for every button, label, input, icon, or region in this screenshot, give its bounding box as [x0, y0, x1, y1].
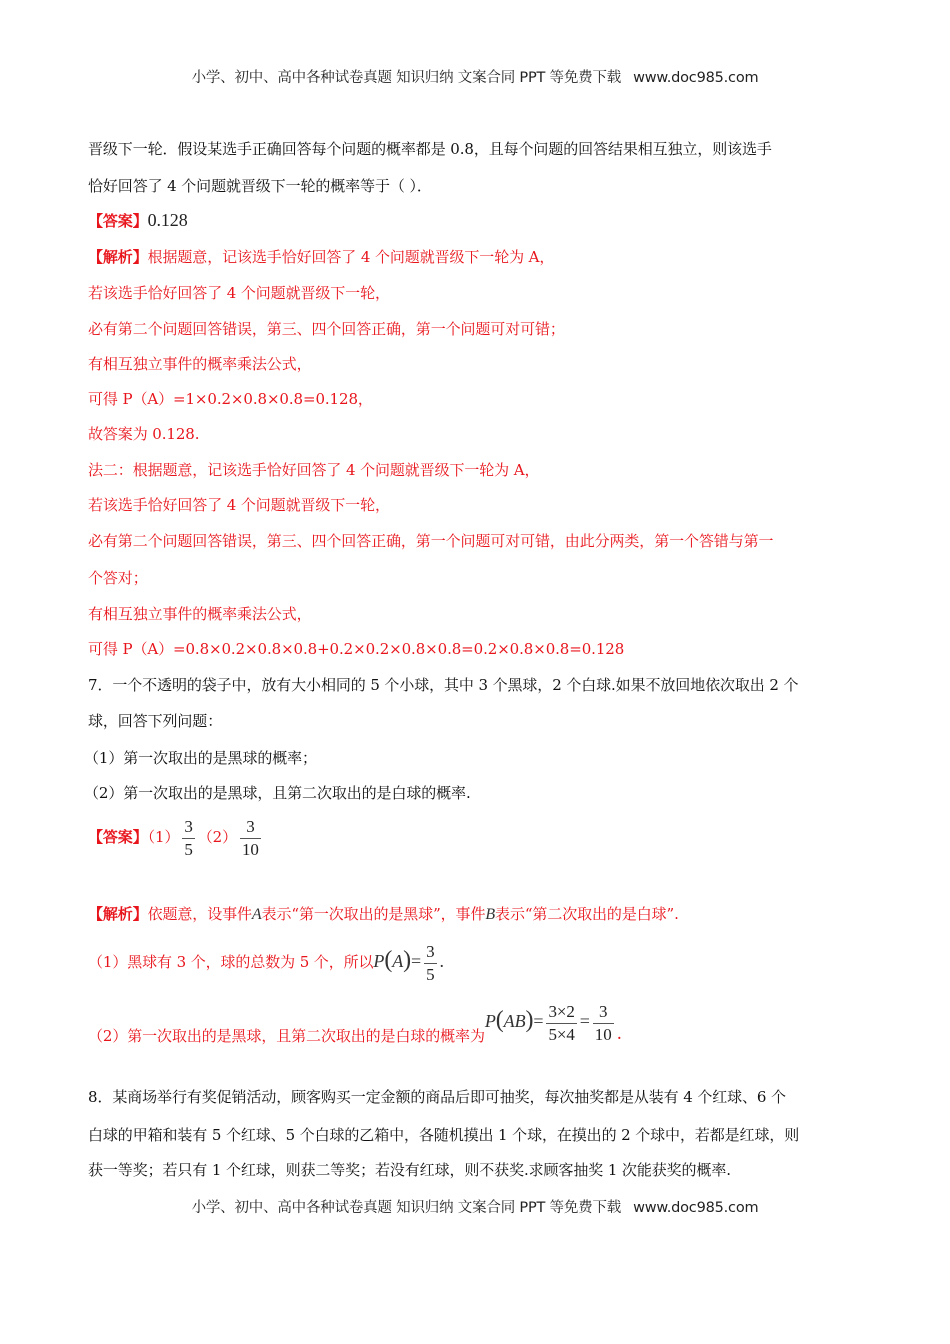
q6-analysis-line-3: 必有第二个问题回答错误，第三、四个回答正确，第一个问题可对可错； [88, 320, 565, 338]
period: . [439, 951, 444, 971]
equals-sign: = [579, 1011, 590, 1031]
q6-analysis-line-2: 若该选手恰好回答了 4 个问题就晋级下一轮， [88, 284, 390, 302]
q6-analysis-line-11: 有相互独立事件的概率乘法公式， [88, 605, 312, 623]
header-url[interactable]: www.doc985.com [633, 70, 759, 86]
q7-sub-2: （2）第一次取出的是黑球，且第二次取出的是白球的概率. [84, 784, 471, 802]
equals-sign: = [411, 951, 422, 971]
analysis-text: 依题意，设事件 [147, 905, 252, 923]
q6-analysis-line-10: 个答对； [88, 569, 148, 587]
answer-label: 【答案】 [88, 212, 148, 230]
equals-sign: = [533, 1011, 544, 1031]
fraction-3-5 [182, 817, 194, 860]
answer-part-1-label: （1） [147, 828, 180, 846]
denominator: 10 [242, 839, 259, 859]
q8-line-1: 8．某商场举行有奖促销活动，顾客购买一定金额的商品后即可抽奖，每次抽奖都是从装有 4 个红球、6 个 [88, 1088, 786, 1106]
q6-analysis-line-12: 可得 P（A）=0.8×0.2×0.8×0.8+0.2×0.2×0.8×0.8=0.2×0.8×0.8=0.128 [88, 640, 625, 658]
q6-line-1: 晋级下一轮．假设某选手正确回答每个问题的概率都是 0.8，且每个问题的回答结果相互独立，则该选手 [88, 140, 772, 158]
q8-line-3: 获一等奖；若只有 1 个红球，则获二等奖；若没有红球，则不获奖.求顾客抽奖 1 次能获奖的概率. [88, 1161, 731, 1179]
denominator: 5 [426, 964, 435, 984]
analysis-label: 【解析】 [88, 248, 148, 266]
q7-line-1: 7．一个不透明的袋子中，放有大小相同的 5 个小球，其中 3 个黑球，2 个白球.如果不放回地依次取出 2 个 [88, 676, 799, 694]
step-1-text: （1）黑球有 3 个，球的总数为 5 个，所以 [88, 953, 374, 971]
step-2-text: （2）第一次取出的是黑球，且第二次取出的是白球的概率为 [88, 1027, 485, 1045]
left-paren: ( [384, 947, 393, 973]
q6-analysis-line-4: 有相互独立事件的概率乘法公式， [88, 355, 312, 373]
page-footer [0, 1196, 950, 1217]
page-header [0, 66, 950, 87]
q7-analysis-step-2 [88, 998, 622, 1058]
q6-analysis-line-1 [88, 247, 554, 267]
period: . [616, 1024, 622, 1044]
numerator: 3 [593, 1002, 614, 1024]
denominator: 5×4 [548, 1024, 575, 1044]
q6-analysis-line-9: 必有第二个问题回答错误，第三、四个回答正确，第一个问题可对可错，由此分两类，第一个答错与第一 [88, 532, 774, 550]
q6-analysis-line-5: 可得 P（A）=1×0.2×0.8×0.8=0.128， [88, 390, 373, 408]
prob-symbol: P [373, 951, 385, 971]
numerator: 3 [424, 942, 436, 964]
prob-symbol: P [484, 1011, 496, 1031]
footer-url[interactable]: www.doc985.com [633, 1200, 759, 1216]
q7-analysis-step-1 [88, 938, 444, 985]
event-arg: A [392, 951, 404, 971]
denominator: 5 [184, 839, 193, 859]
q6-answer [88, 210, 188, 231]
right-paren: ) [403, 947, 412, 973]
q8-line-2: 白球的甲箱和装有 5 个红球、5 个白球的乙箱中，各随机摸出 1 个球，在摸出的 2 个球中，若都是红球，则 [88, 1126, 800, 1144]
q7-analysis-intro [88, 904, 679, 925]
q7-sub-1: （1）第一次取出的是黑球的概率； [84, 749, 317, 767]
event-b-symbol: B [485, 906, 496, 923]
analysis-text: 表示“第一次取出的是黑球”，事件 [261, 905, 486, 923]
analysis-text: 根据题意，记该选手恰好回答了 4 个问题就晋级下一轮为 A， [147, 248, 555, 266]
answer-label: 【答案】 [88, 828, 148, 846]
event-a-symbol: A [251, 906, 262, 923]
numerator: 3×2 [546, 1002, 576, 1024]
fraction-3x2-5x4 [546, 1002, 576, 1045]
header-text: 小学、初中、高中各种试卷真题 知识归纳 文案合同 PPT 等免费下载 [191, 70, 622, 86]
fraction-3-5 [424, 942, 436, 985]
analysis-label: 【解析】 [88, 905, 148, 923]
q6-analysis-line-6: 故答案为 0.128. [88, 425, 200, 443]
left-paren: ( [495, 1007, 504, 1033]
q6-analysis-line-8: 若该选手恰好回答了 4 个问题就晋级下一轮， [88, 496, 390, 514]
right-paren: ) [525, 1007, 534, 1033]
numerator: 3 [182, 817, 194, 839]
q7-line-2: 球，回答下列问题： [88, 712, 223, 730]
event-arg: AB [503, 1011, 526, 1031]
numerator: 3 [240, 817, 261, 839]
analysis-text: 表示“第二次取出的是白球”. [495, 905, 679, 923]
fraction-3-10 [593, 1002, 614, 1045]
q6-analysis-line-7: 法二：根据题意，记该选手恰好回答了 4 个问题就晋级下一轮为 A， [88, 461, 540, 479]
q7-answer [88, 816, 264, 860]
answer-value: 0.128 [147, 210, 188, 230]
denominator: 10 [594, 1024, 612, 1044]
fraction-3-10 [240, 817, 261, 860]
q6-line-2: 恰好回答了 4 个问题就晋级下一轮的概率等于（ ）． [88, 177, 432, 195]
answer-part-2-label: （2） [197, 828, 238, 846]
footer-text: 小学、初中、高中各种试卷真题 知识归纳 文案合同 PPT 等免费下载 [191, 1200, 622, 1216]
